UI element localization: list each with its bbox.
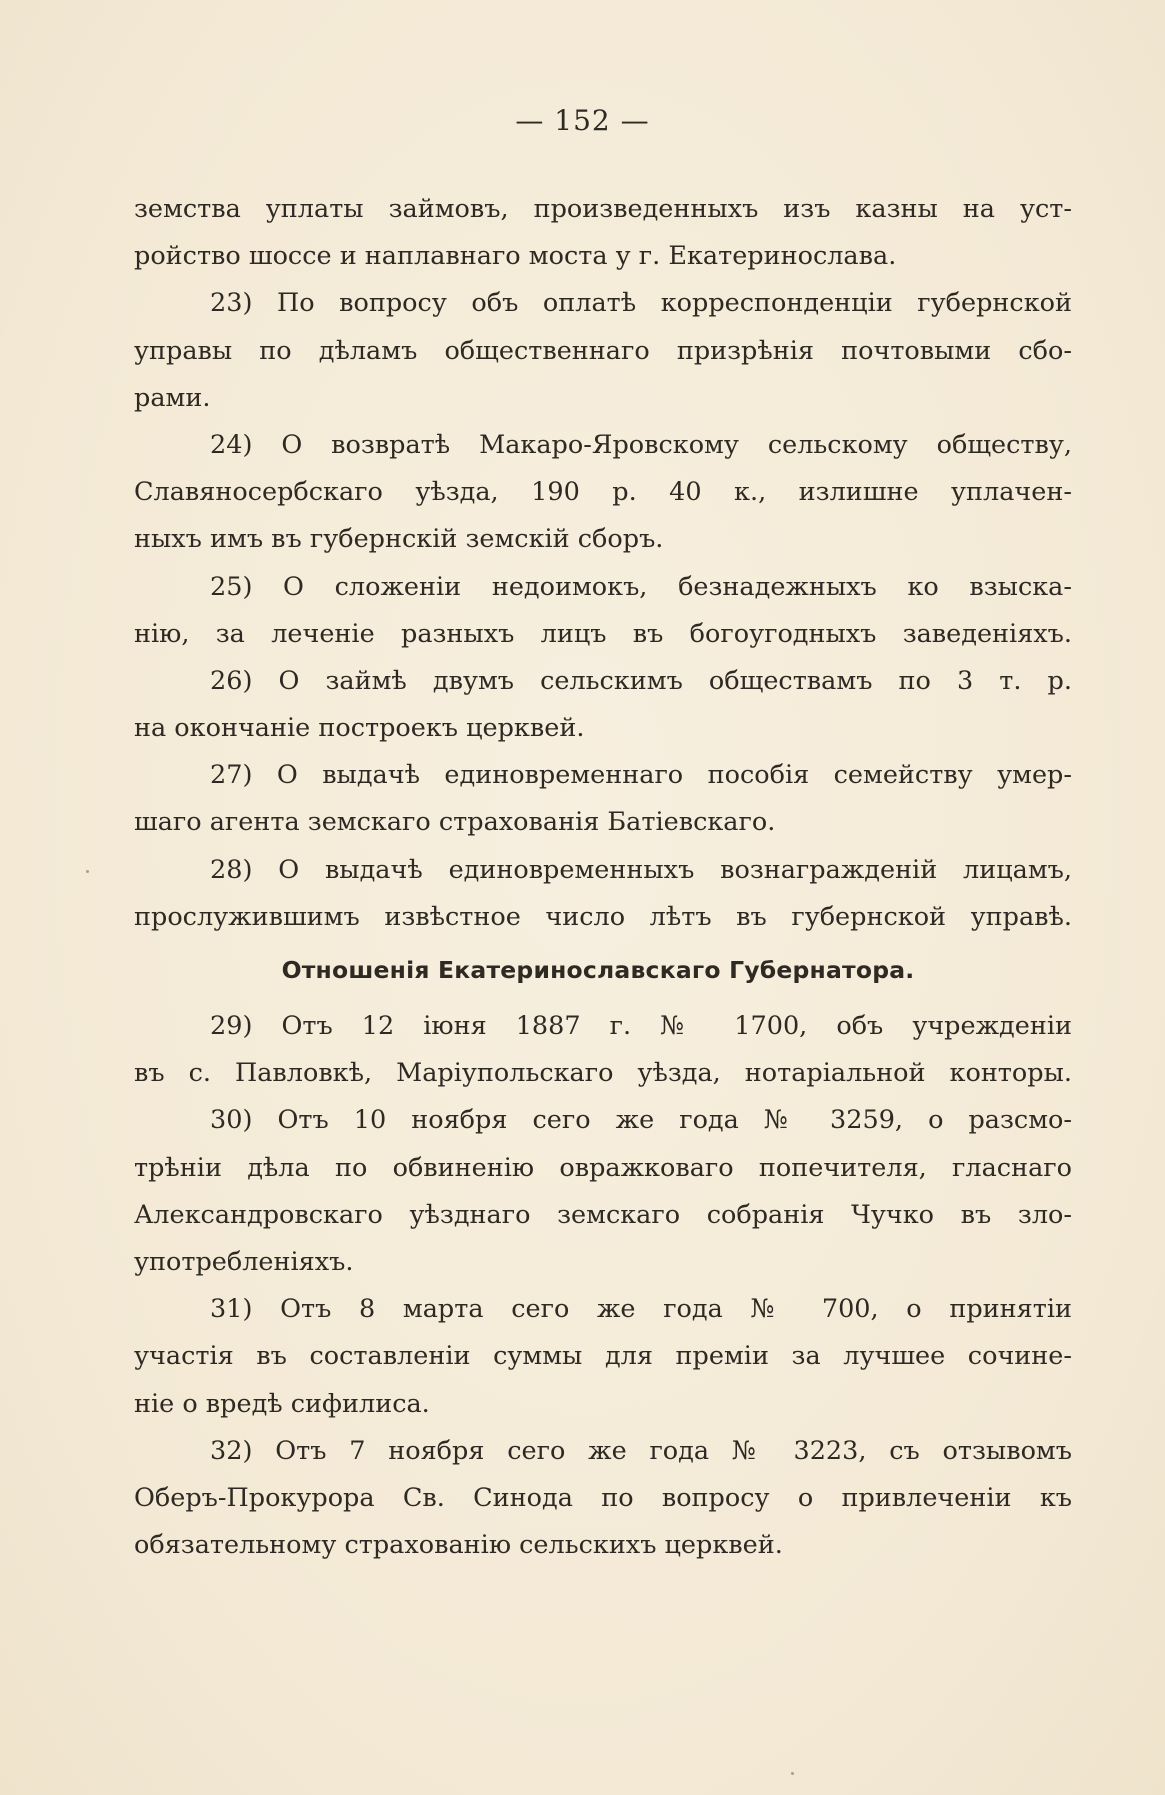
list-item-25: 25) О сложеніи недоимокъ, безнадежныхъ ко взыска- xyxy=(210,571,1072,602)
body-text xyxy=(134,186,1072,1569)
text-line: земства уплаты займовъ, произведенныхъ изъ казны на уст- xyxy=(134,194,1072,224)
list-item-31: 31) Отъ 8 марта сего же года № 700, о принятіи xyxy=(210,1294,1072,1325)
list-item-32: 32) Отъ 7 ноября сего же года № 3223, съ отзывомъ xyxy=(210,1435,1072,1466)
list-item-30: 30) Отъ 10 ноября сего же года № 3259, о разсмо- xyxy=(210,1105,1072,1136)
section-heading: Отношенія Екатеринославскаго Губернатора. xyxy=(281,956,915,984)
text-line: прослужившимъ извѣстное число лѣтъ въ губернской управѣ. xyxy=(134,901,1072,932)
text-line: трѣніи дѣла по обвиненію овражковаго попечителя, гласнаго xyxy=(134,1152,1072,1183)
text-line: управы по дѣламъ общественнаго призрѣнія почтовыми сбо- xyxy=(134,335,1072,366)
text-line: Александровскаго уѣзднаго земскаго собранія Чучко въ зло- xyxy=(134,1199,1072,1230)
list-item-24: 24) О возвратѣ Макаро-Яровскому сельскому обществу, xyxy=(210,429,1072,460)
text-line: нію, за леченіе разныхъ лицъ въ богоугодныхъ заведеніяхъ. xyxy=(134,618,1072,649)
list-item-26: 26) О займѣ двумъ сельскимъ обществамъ по 3 т. р. xyxy=(210,665,1072,696)
list-item-27: 27) О выдачѣ единовременнаго пособія семейству умер- xyxy=(210,760,1072,791)
text-line: обязательному страхованію сельскихъ церквей. xyxy=(134,1530,783,1561)
text-line: ныхъ имъ въ губернскій земскій сборъ. xyxy=(134,524,664,555)
text-line: шаго агента земскаго страхованія Батіевскаго. xyxy=(134,807,776,838)
text-line: ройство шоссе и наплавнаго моста у г. Екатеринослава. xyxy=(134,241,897,272)
text-line: ніе о вредѣ сифилиса. xyxy=(134,1388,430,1419)
text-line: въ с. Павловкѣ, Маріупольскаго уѣзда, нотаріальной конторы. xyxy=(134,1058,1072,1089)
text-line: Оберъ-Прокурора Св. Синода по вопросу о привлеченіи къ xyxy=(134,1482,1072,1513)
list-item-29: 29) Отъ 12 іюня 1887 г. № 1700, объ учрежденіи xyxy=(210,1011,1072,1041)
text-line: на окончаніе построекъ церквей. xyxy=(134,713,585,744)
paper-speck xyxy=(86,870,89,873)
text-line: Славяносербскаго уѣзда, 190 р. 40 к., излишне уплачен- xyxy=(134,477,1072,508)
page-number: — 152 — xyxy=(515,104,650,137)
text-line: употребленіяхъ. xyxy=(134,1246,354,1277)
paper-speck xyxy=(791,1772,794,1775)
text-line: участія въ составленіи суммы для преміи за лучшее сочине- xyxy=(134,1341,1072,1372)
list-item-23: 23) По вопросу объ оплатѣ корреспонденціи губернской xyxy=(210,288,1072,319)
text-line: рами. xyxy=(134,382,211,413)
list-item-28: 28) О выдачѣ единовременныхъ вознагражденій лицамъ, xyxy=(210,854,1072,885)
